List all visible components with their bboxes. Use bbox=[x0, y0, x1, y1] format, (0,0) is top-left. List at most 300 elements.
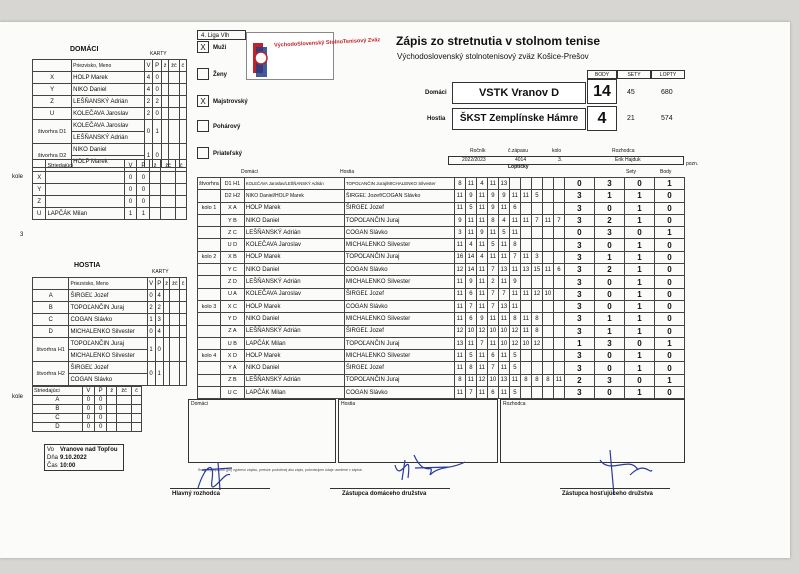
ball-score: 6 bbox=[487, 350, 498, 362]
match-round bbox=[198, 288, 221, 300]
doubles-player-name: COGAN Slávko bbox=[69, 374, 147, 386]
match-sets-away: 1 bbox=[594, 251, 624, 263]
ball-score: 9 bbox=[476, 227, 487, 239]
ball-score bbox=[553, 288, 564, 300]
doubles-player-name: MICHALENKO Silvester bbox=[69, 350, 147, 362]
ball-score: 11 bbox=[454, 300, 465, 312]
sub-name bbox=[46, 184, 124, 196]
home-sety: 45 bbox=[627, 89, 635, 96]
card-cell bbox=[117, 423, 132, 432]
match-sets-away: 0 bbox=[594, 300, 624, 312]
ball-score: 8 bbox=[454, 178, 465, 190]
ball-score: 8 bbox=[531, 374, 542, 386]
card-cell bbox=[107, 405, 117, 414]
match-home-player: NIKO Daniel/HOLP Marek bbox=[244, 190, 344, 202]
match-round bbox=[198, 387, 221, 399]
player-code: Y bbox=[33, 84, 72, 96]
ball-score: 11 bbox=[454, 288, 465, 300]
doubles-player-name: NIKO Daniel bbox=[72, 144, 144, 156]
ball-score bbox=[553, 313, 564, 325]
card-cell bbox=[169, 108, 180, 120]
sub-name bbox=[46, 172, 124, 184]
player-name: KOLEČAVA Jaroslav bbox=[72, 108, 144, 120]
doubles-player-name: ŠIRGEĽ Jozef bbox=[69, 362, 147, 374]
roster-card-header: č bbox=[176, 160, 187, 172]
sub-code: C bbox=[33, 414, 83, 423]
roster-v-header: V bbox=[144, 60, 153, 72]
ball-score: 8 bbox=[509, 239, 520, 251]
ball-score: 11 bbox=[465, 374, 476, 386]
match-sets-away: 0 bbox=[594, 202, 624, 214]
doubles-wins: 1 bbox=[144, 144, 153, 168]
ball-score: 11 bbox=[465, 337, 476, 349]
match-home-player: LEŠŇANSKÝ Adrián bbox=[244, 227, 344, 239]
match-away-player: ŠIRGEĽ Jozef/COGAN Slávko bbox=[344, 190, 454, 202]
card-cell bbox=[176, 196, 187, 208]
ball-score: 12 bbox=[476, 374, 487, 386]
lopty-header: LOPTY bbox=[651, 70, 685, 79]
card-cell bbox=[179, 84, 186, 96]
ball-score: 13 bbox=[520, 264, 531, 276]
category-checkbox[interactable] bbox=[197, 120, 209, 132]
ball-score bbox=[520, 300, 531, 312]
match-sets-home: 3 bbox=[564, 313, 594, 325]
card-cell bbox=[176, 172, 187, 184]
ball-score: 5 bbox=[509, 350, 520, 362]
ball-score: 11 bbox=[498, 251, 509, 263]
ball-score: 11 bbox=[454, 387, 465, 399]
ball-score: 11 bbox=[487, 178, 498, 190]
ball-score: 6 bbox=[553, 264, 564, 276]
matches-away-header: Hostia bbox=[340, 169, 355, 175]
ball-score: 12 bbox=[531, 337, 542, 349]
match-points-away: 1 bbox=[654, 178, 684, 190]
match-sets-home: 1 bbox=[564, 337, 594, 349]
match-round bbox=[198, 337, 221, 349]
ball-score: 11 bbox=[476, 387, 487, 399]
ball-score: 9 bbox=[465, 190, 476, 202]
ball-score: 10 bbox=[498, 325, 509, 337]
player-wins: 1 bbox=[147, 314, 155, 326]
player-losses: 4 bbox=[155, 326, 163, 338]
doubles-wins: 0 bbox=[147, 362, 155, 386]
roster-card-header: ž bbox=[150, 160, 161, 172]
ball-score: 11 bbox=[520, 325, 531, 337]
away-roster-table bbox=[32, 277, 187, 386]
ball-score: 10 bbox=[498, 337, 509, 349]
match-sets-home: 3 bbox=[564, 300, 594, 312]
player-wins: 4 bbox=[144, 72, 153, 84]
ball-score: 11 bbox=[454, 190, 465, 202]
sub-wins: 0 bbox=[82, 414, 94, 423]
ball-score: 11 bbox=[476, 202, 487, 214]
match-sets-away: 1 bbox=[594, 190, 624, 202]
match-points-away: 1 bbox=[654, 337, 684, 349]
ball-score bbox=[553, 387, 564, 399]
match-pair: X D bbox=[220, 350, 244, 362]
subs-round-header bbox=[33, 160, 46, 172]
card-cell bbox=[179, 120, 186, 144]
card-cell bbox=[162, 72, 169, 84]
home-roster-title: DOMÁCI bbox=[70, 46, 99, 53]
match-sets-away: 3 bbox=[594, 337, 624, 349]
card-cell bbox=[163, 326, 170, 338]
ball-score: 8 bbox=[454, 374, 465, 386]
match-away-player: COGAN Slávko bbox=[344, 300, 454, 312]
card-cell bbox=[160, 172, 176, 184]
category-checkbox[interactable]: X bbox=[197, 41, 209, 53]
sub-losses: 0 bbox=[137, 172, 150, 184]
match-sets-away: 3 bbox=[594, 227, 624, 239]
match-points-home: 1 bbox=[624, 325, 654, 337]
card-cell bbox=[117, 405, 132, 414]
match-round bbox=[198, 276, 221, 288]
category-checkbox[interactable] bbox=[197, 68, 209, 80]
match-points-home: 1 bbox=[624, 264, 654, 276]
match-home-player: KOLEČAVA Jaroslav/LEŠŇANSKÝ Adrián bbox=[244, 178, 344, 190]
ball-score: 9 bbox=[509, 276, 520, 288]
away-team-label: Hostia bbox=[427, 116, 446, 122]
card-cell bbox=[163, 362, 170, 386]
ball-score bbox=[553, 337, 564, 349]
ball-score: 5 bbox=[465, 350, 476, 362]
match-sets-away: 0 bbox=[594, 276, 624, 288]
ball-score: 11 bbox=[454, 276, 465, 288]
ball-score: 4 bbox=[476, 251, 487, 263]
ball-score: 11 bbox=[454, 239, 465, 251]
roster-card-header: žč bbox=[117, 387, 132, 396]
category-label: Majstrovský bbox=[213, 99, 248, 105]
remarks-home-label: Domáci bbox=[191, 401, 208, 407]
home-team-label: Domáci bbox=[425, 90, 447, 96]
match-away-player: COGAN Slávko bbox=[344, 227, 454, 239]
match-sets-home: 2 bbox=[564, 374, 594, 386]
ball-score bbox=[542, 313, 553, 325]
match-sets-away: 0 bbox=[594, 350, 624, 362]
sub-losses: 1 bbox=[137, 208, 150, 220]
match-round: štvorhra bbox=[198, 178, 221, 190]
match-home-player: LAPČÁK Milan bbox=[244, 387, 344, 399]
sub-wins: 0 bbox=[82, 423, 94, 432]
doubles-code: štvorhra D2 bbox=[33, 144, 72, 168]
match-pair: D1 H1 bbox=[220, 178, 244, 190]
ball-score: 7 bbox=[465, 387, 476, 399]
roster-card-header: č bbox=[180, 278, 187, 290]
match-points-home: 1 bbox=[624, 190, 654, 202]
doubles-player-name: KOLEČAVA Jaroslav bbox=[72, 120, 144, 132]
match-home-player: NIKO Daniel bbox=[244, 264, 344, 276]
category-checkbox[interactable]: X bbox=[197, 95, 209, 107]
match-home-player: HOLP Marek bbox=[244, 300, 344, 312]
match-round bbox=[198, 374, 221, 386]
match-sets-home: 3 bbox=[564, 239, 594, 251]
balls-header: Loptičky bbox=[508, 164, 529, 170]
card-cell bbox=[176, 184, 187, 196]
points-header: Body bbox=[660, 169, 672, 175]
doubles-losses: 0 bbox=[153, 144, 162, 168]
match-pair: Y B bbox=[220, 214, 244, 226]
match-sets-home: 3 bbox=[564, 387, 594, 399]
ball-score: 11 bbox=[498, 202, 509, 214]
match-sets-home: 0 bbox=[564, 178, 594, 190]
ball-score: 7 bbox=[465, 300, 476, 312]
ball-score: 11 bbox=[476, 264, 487, 276]
ball-score: 6 bbox=[465, 288, 476, 300]
doubles-wins: 0 bbox=[144, 120, 153, 144]
match-points-home: 1 bbox=[624, 300, 654, 312]
match-round: kolo 3 bbox=[198, 300, 221, 312]
match-sets-home: 3 bbox=[564, 288, 594, 300]
ball-score bbox=[520, 239, 531, 251]
match-away-player: TOPOĽANČIN Juraj/MICHALENKO Silvester bbox=[344, 178, 454, 190]
logo-text: VýchodoSlovenský StolnoTenisový Zväz bbox=[273, 37, 381, 49]
ball-score: 4 bbox=[465, 239, 476, 251]
ball-score: 7 bbox=[487, 264, 498, 276]
ball-score: 11 bbox=[509, 264, 520, 276]
ball-score bbox=[553, 251, 564, 263]
ball-score: 11 bbox=[465, 227, 476, 239]
ball-score: 11 bbox=[487, 251, 498, 263]
card-cell bbox=[179, 108, 186, 120]
card-cell bbox=[169, 96, 180, 108]
player-losses: 0 bbox=[153, 84, 162, 96]
ball-score: 16 bbox=[454, 251, 465, 263]
match-home-player: KOLEČAVA Jaroslav bbox=[244, 239, 344, 251]
card-cell bbox=[162, 96, 169, 108]
player-code: A bbox=[33, 290, 69, 302]
roster-p-header: P bbox=[137, 160, 150, 172]
match-pair: X B bbox=[220, 251, 244, 263]
match-points-away: 0 bbox=[654, 251, 684, 263]
page-title: Zápis zo stretnutia v stolnom tenise bbox=[396, 34, 601, 48]
time-label: Čas bbox=[47, 463, 58, 469]
card-cell bbox=[169, 84, 180, 96]
ball-score: 11 bbox=[520, 313, 531, 325]
match-home-player: LEŠŇANSKÝ Adrián bbox=[244, 374, 344, 386]
ball-score: 7 bbox=[509, 251, 520, 263]
roster-code-header bbox=[33, 60, 72, 72]
subs-header: Striedajúci bbox=[33, 387, 83, 396]
match-points-home: 1 bbox=[624, 313, 654, 325]
player-name: COGAN Slávko bbox=[69, 314, 147, 326]
ball-score: 13 bbox=[498, 374, 509, 386]
match-away-player: ŠIRGEĽ Jozef bbox=[344, 288, 454, 300]
card-cell bbox=[150, 196, 161, 208]
venue-box bbox=[44, 444, 124, 471]
match-home-player: NIKO Daniel bbox=[244, 362, 344, 374]
ball-score bbox=[553, 350, 564, 362]
league-label: 4. Liga Vlh bbox=[201, 33, 230, 39]
note-label: pozn. bbox=[686, 161, 699, 167]
match-points-home: 1 bbox=[624, 288, 654, 300]
player-code: D bbox=[33, 326, 69, 338]
ball-score bbox=[531, 202, 542, 214]
player-wins: 2 bbox=[147, 302, 155, 314]
match-away-player: ŠIRGEĽ Jozef bbox=[344, 202, 454, 214]
match-points-away: 0 bbox=[654, 239, 684, 251]
match-no-header: č.zápasu bbox=[508, 148, 529, 154]
season-value: 2022/2023 bbox=[462, 157, 486, 163]
ball-score bbox=[542, 251, 553, 263]
roster-name-header: Priezvisko, Meno bbox=[72, 60, 144, 72]
ball-score bbox=[531, 276, 542, 288]
ball-score bbox=[531, 178, 542, 190]
ball-score: 7 bbox=[553, 214, 564, 226]
ball-score: 7 bbox=[487, 362, 498, 374]
date-value: 9.10.2022 bbox=[60, 455, 87, 461]
card-cell bbox=[131, 414, 141, 423]
player-name: HOLP Marek bbox=[72, 72, 144, 84]
match-away-player: COGAN Slávko bbox=[344, 387, 454, 399]
match-points-home: 1 bbox=[624, 251, 654, 263]
card-cell bbox=[169, 72, 180, 84]
sub-code: B bbox=[33, 405, 83, 414]
doubles-code: štvorhra H1 bbox=[33, 338, 69, 362]
ball-score: 14 bbox=[465, 264, 476, 276]
sub-code: Z bbox=[33, 196, 46, 208]
match-points-away: 0 bbox=[654, 214, 684, 226]
ball-score: 13 bbox=[498, 264, 509, 276]
ball-score bbox=[520, 362, 531, 374]
sub-wins: 0 bbox=[124, 172, 137, 184]
sub-losses: 0 bbox=[95, 396, 107, 405]
card-cell bbox=[162, 108, 169, 120]
ball-score: 11 bbox=[454, 362, 465, 374]
match-points-away: 0 bbox=[654, 313, 684, 325]
ball-score: 11 bbox=[476, 276, 487, 288]
ball-score: 8 bbox=[487, 214, 498, 226]
home-subs-table bbox=[32, 159, 187, 220]
roster-name-header: Priezvisko, Meno bbox=[69, 278, 147, 290]
ball-score bbox=[531, 362, 542, 374]
ball-score: 12 bbox=[454, 325, 465, 337]
match-away-player: COGAN Slávko bbox=[344, 264, 454, 276]
away-sety: 21 bbox=[627, 115, 635, 122]
ball-score: 11 bbox=[454, 202, 465, 214]
match-round bbox=[198, 264, 221, 276]
ball-score: 9 bbox=[487, 190, 498, 202]
match-pair: X C bbox=[220, 300, 244, 312]
ball-score bbox=[553, 202, 564, 214]
match-sets-away: 0 bbox=[594, 387, 624, 399]
ball-score bbox=[553, 239, 564, 251]
card-cell bbox=[150, 184, 161, 196]
ball-score: 11 bbox=[476, 288, 487, 300]
match-pair: U A bbox=[220, 288, 244, 300]
ball-score bbox=[520, 387, 531, 399]
match-points-home: 1 bbox=[624, 214, 654, 226]
sub-code: Y bbox=[33, 184, 46, 196]
federation-name: Východoslovenský stolnotenisový zväz Košice-Prešov bbox=[397, 52, 589, 61]
match-sets-home: 0 bbox=[564, 227, 594, 239]
away-lopty: 574 bbox=[661, 115, 673, 122]
match-pair: Z D bbox=[220, 276, 244, 288]
player-code: U bbox=[33, 108, 72, 120]
roster-v-header: V bbox=[82, 387, 94, 396]
ball-score: 8 bbox=[531, 325, 542, 337]
player-name: TOPOĽANČIN Juraj bbox=[69, 302, 147, 314]
home-rep-signature-label: Zástupca domáceho družstva bbox=[342, 491, 427, 497]
player-wins: 2 bbox=[144, 108, 153, 120]
match-home-player: NIKO Daniel bbox=[244, 313, 344, 325]
player-code: B bbox=[33, 302, 69, 314]
sub-losses: 0 bbox=[95, 405, 107, 414]
player-losses: 2 bbox=[153, 96, 162, 108]
match-home-player: HOLP Marek bbox=[244, 350, 344, 362]
match-home-player: LAPČÁK Milan bbox=[244, 337, 344, 349]
card-cell bbox=[170, 314, 180, 326]
sub-wins: 0 bbox=[124, 184, 137, 196]
match-pair: U C bbox=[220, 387, 244, 399]
match-sets-home: 3 bbox=[564, 190, 594, 202]
sets-header: Sety bbox=[626, 169, 637, 175]
roster-card-header: žč bbox=[160, 160, 176, 172]
ball-score: 11 bbox=[509, 190, 520, 202]
ball-score bbox=[553, 178, 564, 190]
roster-card-header: ž bbox=[107, 387, 117, 396]
match-points-away: 0 bbox=[654, 387, 684, 399]
sub-code: X bbox=[33, 172, 46, 184]
match-sets-away: 0 bbox=[594, 362, 624, 374]
ball-score: 3 bbox=[531, 251, 542, 263]
card-cell bbox=[163, 338, 170, 362]
player-code: X bbox=[33, 72, 72, 84]
ball-score bbox=[520, 276, 531, 288]
ball-score: 11 bbox=[520, 288, 531, 300]
ball-score: 11 bbox=[476, 239, 487, 251]
ball-score: 12 bbox=[531, 288, 542, 300]
roster-card-header: ž bbox=[162, 60, 169, 72]
roster-card-header: ž bbox=[163, 278, 170, 290]
category-checkbox[interactable] bbox=[197, 147, 209, 159]
match-points-away: 1 bbox=[654, 227, 684, 239]
ball-score: 11 bbox=[476, 350, 487, 362]
ball-score: 11 bbox=[454, 350, 465, 362]
ball-score bbox=[542, 227, 553, 239]
ball-score: 5 bbox=[509, 362, 520, 374]
ball-score: 11 bbox=[509, 300, 520, 312]
card-cell bbox=[150, 208, 161, 220]
player-name: LEŠŇANSKÝ Adrián bbox=[72, 96, 144, 108]
card-cell bbox=[170, 362, 180, 386]
match-pair: D2 H2 bbox=[220, 190, 244, 202]
roster-card-header: č bbox=[179, 60, 186, 72]
player-losses: 0 bbox=[153, 108, 162, 120]
ball-score: 11 bbox=[476, 190, 487, 202]
card-cell bbox=[162, 120, 169, 144]
match-round bbox=[198, 227, 221, 239]
category-label: Ženy bbox=[213, 72, 228, 78]
ball-score: 8 bbox=[531, 313, 542, 325]
ball-score bbox=[531, 387, 542, 399]
ball-score: 7 bbox=[487, 300, 498, 312]
match-pair: Y D bbox=[220, 313, 244, 325]
ball-score: 7 bbox=[487, 288, 498, 300]
sub-code: D bbox=[33, 423, 83, 432]
league-box bbox=[197, 30, 246, 40]
ball-score: 5 bbox=[509, 387, 520, 399]
ball-score: 12 bbox=[476, 325, 487, 337]
card-cell bbox=[117, 414, 132, 423]
card-cell bbox=[180, 290, 187, 302]
match-pair: X A bbox=[220, 202, 244, 214]
match-points-away: 0 bbox=[654, 325, 684, 337]
remarks-away-label: Hostia bbox=[341, 401, 356, 407]
ball-score bbox=[542, 300, 553, 312]
ball-score: 11 bbox=[487, 227, 498, 239]
ball-score: 11 bbox=[498, 362, 509, 374]
match-pair: Y C bbox=[220, 264, 244, 276]
